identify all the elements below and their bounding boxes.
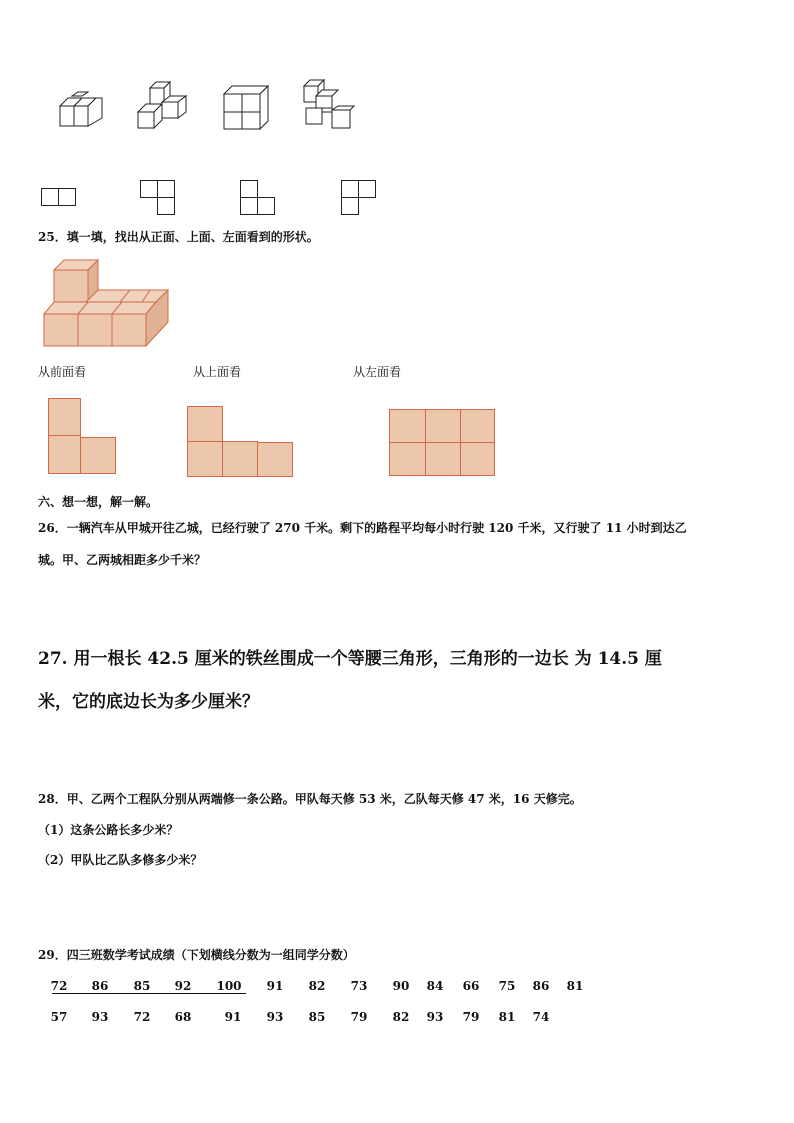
question-26-line1: 26．一辆汽车从甲城开往乙城，已经行驶了 270 千米。剩下的路程平均每小时行驶 120 千米，又行驶了 11 小时到达乙 bbox=[38, 521, 687, 535]
view-grid-c bbox=[240, 180, 280, 216]
score-value: 82 bbox=[392, 1010, 410, 1024]
score-value: 75 bbox=[498, 979, 516, 993]
score-value: 79 bbox=[350, 1010, 368, 1024]
score-value: 81 bbox=[566, 979, 584, 993]
question-28-sub2: （2）甲队比乙队多修多少米？ bbox=[38, 853, 203, 867]
view-label-front: 从前面看 bbox=[38, 365, 87, 379]
score-value: 72 bbox=[133, 1010, 151, 1024]
view-label-left: 从左面看 bbox=[353, 365, 402, 379]
score-underlined: 85 bbox=[133, 979, 151, 993]
q25-cube-structure bbox=[42, 256, 174, 350]
score-value: 85 bbox=[308, 1010, 326, 1024]
view-label-top: 从上面看 bbox=[193, 365, 242, 379]
question-29-text: 29．四三班数学考试成绩（下划横线分数为一组同学分数） bbox=[38, 948, 355, 962]
score-underlined: 86 bbox=[91, 979, 109, 993]
section-6-heading: 六、想一想，解一解。 bbox=[38, 495, 159, 509]
question-27-line2: 米，它的底边长为多少厘米？ bbox=[38, 692, 259, 712]
score-value: 74 bbox=[532, 1010, 550, 1024]
score-underlined: 72 bbox=[50, 979, 68, 993]
question-26-line2: 城。甲、乙两城相距多少千米？ bbox=[38, 553, 207, 567]
score-value: 93 bbox=[426, 1010, 444, 1024]
score-value: 82 bbox=[308, 979, 326, 993]
view-grid-d bbox=[341, 180, 381, 216]
question-25-text: 25．填一填，找出从正面、上面、左面看到的形状。 bbox=[38, 230, 319, 244]
score-underlined: 100 bbox=[216, 979, 242, 993]
score-value: 79 bbox=[462, 1010, 480, 1024]
view-grid-a bbox=[41, 188, 77, 208]
score-underlined: 92 bbox=[174, 979, 192, 993]
score-group-underline bbox=[52, 993, 246, 994]
score-value: 84 bbox=[426, 979, 444, 993]
question-27-line1: 27. 用一根长 42.5 厘米的铁丝围成一个等腰三角形，三角形的一边长 为 14.5 厘 bbox=[38, 649, 662, 669]
view-grid-b bbox=[140, 180, 180, 216]
score-value: 57 bbox=[50, 1010, 68, 1024]
iso-figure-c bbox=[222, 84, 270, 132]
score-value: 91 bbox=[266, 979, 284, 993]
iso-figure-a bbox=[52, 92, 104, 132]
score-value: 93 bbox=[266, 1010, 284, 1024]
score-value: 68 bbox=[174, 1010, 192, 1024]
front-view-shape bbox=[48, 398, 118, 476]
iso-figure-d bbox=[300, 78, 356, 132]
question-28-text: 28．甲、乙两个工程队分别从两端修一条公路。甲队每天修 53 米，乙队每天修 47 米，16 天修完。 bbox=[38, 792, 582, 806]
question-28-sub1: （1）这条公路长多少米？ bbox=[38, 823, 179, 837]
score-value: 91 bbox=[224, 1010, 242, 1024]
score-value: 86 bbox=[532, 979, 550, 993]
score-value: 93 bbox=[91, 1010, 109, 1024]
top-view-shape bbox=[187, 406, 295, 478]
score-value: 66 bbox=[462, 979, 480, 993]
iso-figure-b bbox=[136, 82, 192, 132]
left-view-shape bbox=[389, 409, 497, 479]
score-value: 90 bbox=[392, 979, 410, 993]
score-value: 73 bbox=[350, 979, 368, 993]
score-value: 81 bbox=[498, 1010, 516, 1024]
